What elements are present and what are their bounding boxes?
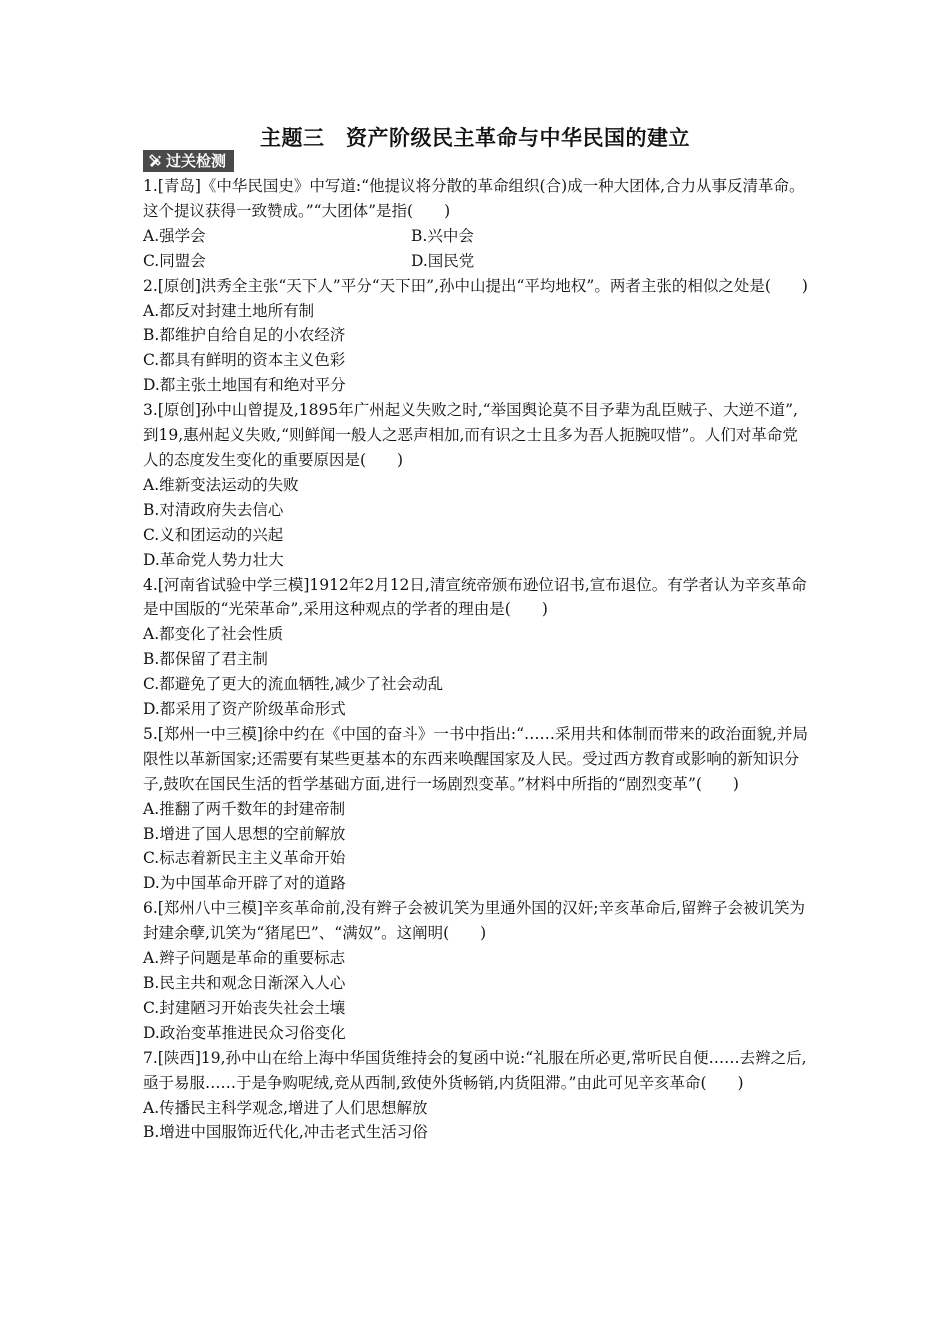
- question-2: [143, 274, 811, 399]
- page-title: 主题三 资产阶级民主革命与中华民国的建立: [260, 126, 690, 150]
- question-4: [143, 573, 811, 722]
- option-c: C.都具有鲜明的资本主义色彩: [143, 351, 346, 370]
- question-5: [143, 722, 811, 896]
- option-d: D.国民党: [411, 251, 475, 270]
- question-6: [143, 896, 811, 1045]
- question-stem: 6.[郑州八中三模]辛亥革命前,没有辫子会被讥笑为里通外国的汉奸;辛亥革命后,留辫子会被讥笑为封建余孽,讥笑为“猪尾巴”、“满奴”。这阐明( ): [143, 899, 805, 943]
- pencil-ruler-icon: [147, 153, 163, 169]
- question-7: [143, 1046, 811, 1146]
- question-stem: 4.[河南省试验中学三模]1912年2月12日,清宣统帝颁布逊位诏书,宣布退位。有学者认为辛亥革命是中国版的“光荣革命”,采用这种观点的学者的理由是( ): [143, 575, 807, 619]
- question-stem: 5.[郑州一中三模]徐中约在《中国的奋斗》一书中指出:“……采用共和体制而带来的政治面貌,并局限性以革新国家;还需要有某些更基本的东西来唤醒国家及人民。受过西方教育或影响的新知识分子,鼓吹在国民生活的哲学基础方面,进行一场剧烈变革。”材料中所指的“剧烈变革”( ): [143, 724, 808, 793]
- option-a: A.维新变法运动的失败: [143, 475, 299, 494]
- option-d: D.革命党人势力壮大: [143, 550, 284, 569]
- option-b: B.都保留了君主制: [143, 650, 268, 669]
- option-b: B.都维护自给自足的小农经济: [143, 326, 346, 345]
- question-stem: 2.[原创]洪秀全主张“天下人”平分“天下田”,孙中山提出“平均地权”。两者主张的相似之处是( ): [143, 276, 808, 295]
- option-c: C.同盟会: [143, 251, 206, 270]
- option-c: C.封建陋习开始丧失社会土壤: [143, 998, 346, 1017]
- question-stem: 7.[陕西]19,孙中山在给上海中华国货维持会的复函中说:“礼服在所必更,常听民自便……去辫之后,亟于易服……于是争购呢绒,竞从西制,致使外货畅销,内货阻滞。”由此可见辛亥革命( ): [143, 1048, 807, 1092]
- question-stem: 3.[原创]孙中山曾提及,1895年广州起义失败之时,“举国舆论莫不目予辈为乱臣贼子、大逆不道”,到19,惠州起义失败,“则鲜闻一般人之恶声相加,而有识之士且多为吾人扼腕叹惜”。人们对革命党人的态度发生变化的重要原因是( ): [143, 401, 798, 469]
- option-b: B.增进中国服饰近代化,冲击老式生活习俗: [143, 1123, 428, 1142]
- option-c: C.都避免了更大的流血牺牲,减少了社会动乱: [143, 675, 444, 694]
- option-b: B.增进了国人思想的空前解放: [143, 824, 346, 843]
- option-b: B.民主共和观念日渐深入人心: [143, 974, 346, 992]
- option-a: A.推翻了两千数年的封建帝制: [143, 799, 346, 818]
- question-3: [143, 398, 811, 572]
- option-a: A.强学会: [143, 226, 206, 245]
- option-a: A.都变化了社会性质: [143, 625, 284, 644]
- option-b: B.对清政府失去信心: [143, 500, 284, 519]
- question-1: [143, 174, 811, 274]
- section-badge-label: 过关检测: [166, 152, 227, 170]
- question-stem: 1.[青岛]《中华民国史》中写道:“他提议将分散的革命组织(合)成一种大团体,合力从事反清革命。这个提议获得一致赞成。”“大团体”是指( ): [143, 177, 805, 220]
- option-a: A.传播民主科学观念,增进了人们思想解放: [143, 1098, 428, 1117]
- option-c: C.义和团运动的兴起: [143, 525, 284, 544]
- option-d: D.都采用了资产阶级革命形式: [143, 700, 346, 719]
- option-a: A.辫子问题是革命的重要标志: [143, 949, 346, 968]
- option-b: B.兴中会: [411, 226, 474, 245]
- option-d: D.为中国革命开辟了对的道路: [143, 874, 346, 893]
- option-d: D.政治变革推进民众习俗变化: [143, 1023, 346, 1042]
- option-a: A.都反对封建土地所有制: [143, 301, 315, 320]
- option-c: C.标志着新民主主义革命开始: [143, 849, 346, 868]
- section-badge: [143, 150, 234, 172]
- question-list: [143, 174, 811, 1145]
- option-d: D.都主张土地国有和绝对平分: [143, 376, 346, 395]
